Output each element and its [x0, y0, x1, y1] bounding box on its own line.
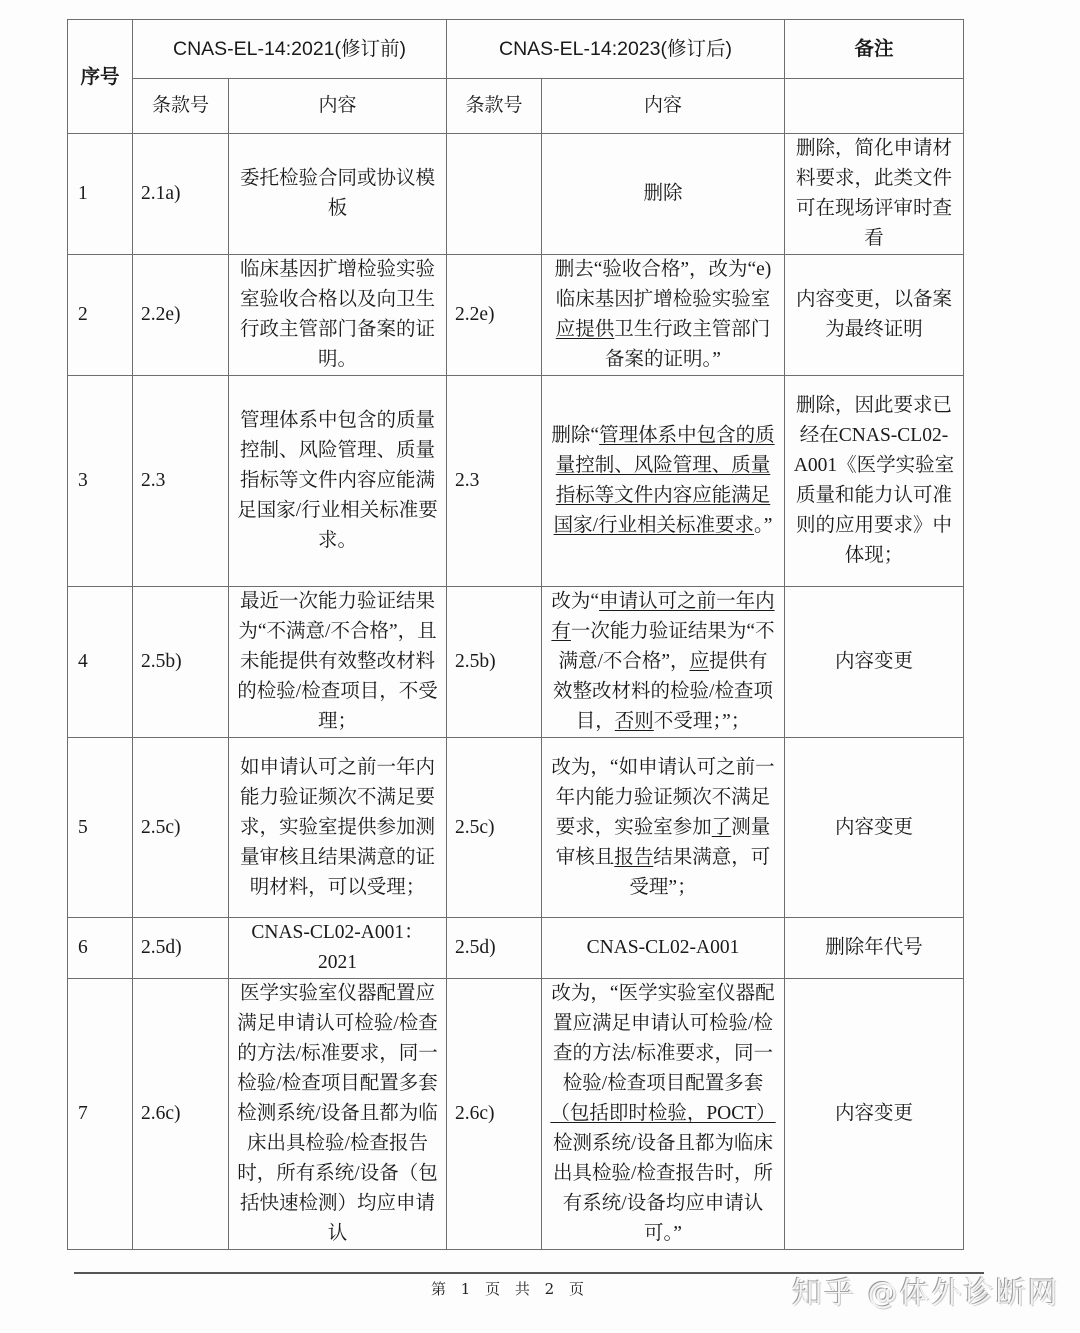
clause-after: 2.3: [447, 376, 542, 587]
underlined-revision-text: 应: [689, 651, 710, 672]
revision-text: 卫生行政主管部门备案的证明。”: [605, 319, 771, 370]
content-before: CNAS-CL02-A001：2021: [229, 918, 447, 979]
table-row: [68, 738, 964, 918]
underlined-revision-text: 应提供: [555, 319, 615, 340]
remark: 内容变更: [785, 979, 964, 1250]
content-before: 临床基因扩增检验实验室验收合格以及向卫生行政主管部门备案的证明。: [229, 255, 447, 376]
revision-text: 改为，“医学实验室仪器配置应满足申请认可检验/检查的方法/标准要求，同一检验/检查项目配置多套: [551, 983, 775, 1094]
clause-before: 2.6c): [133, 979, 229, 1250]
table-body: [68, 134, 964, 1250]
header-row-2: [68, 79, 964, 134]
content-before: 最近一次能力验证结果为“不满意/不合格”，且未能提供有效整改材料的检验/检查项目，不受理；: [229, 587, 447, 738]
page-indicator: 第 1 页 共 2 页: [431, 1280, 589, 1298]
remark: 删除，因此要求已经在CNAS-CL02-A001《医学实验室质量和能力认可准则的应用要求》中体现；: [785, 376, 964, 587]
row-seq: 2: [68, 255, 133, 376]
content-after: [542, 587, 785, 738]
row-seq: 4: [68, 587, 133, 738]
header-row-1: [68, 20, 964, 79]
clause-after: 2.5d): [447, 918, 542, 979]
row-seq: 1: [68, 134, 133, 255]
remark: 删除年代号: [785, 918, 964, 979]
clause-after: 2.5b): [447, 587, 542, 738]
clause-before: 2.5c): [133, 738, 229, 918]
content-before: 委托检验合同或协议模板: [229, 134, 447, 255]
clause-before: 2.1a): [133, 134, 229, 255]
row-seq: 7: [68, 979, 133, 1250]
header-seq: 序号: [68, 20, 133, 134]
clause-before: 2.5b): [133, 587, 229, 738]
table-row: [68, 979, 964, 1250]
content-after: [542, 979, 785, 1250]
content-before: 如申请认可之前一年内能力验证频次不满足要求，实验室提供参加测量审核且结果满意的证明材料，可以受理；: [229, 738, 447, 918]
revision-text: 不受理；”；: [653, 711, 751, 732]
header-clause-before: 条款号: [133, 79, 229, 134]
clause-after: 2.2e): [447, 255, 542, 376]
header-content-before: 内容: [229, 79, 447, 134]
revision-text: 。”: [754, 515, 773, 536]
revision-text: 改为“: [551, 591, 600, 612]
header-before-version: CNAS-EL-14:2021(修订前): [133, 20, 447, 79]
revision-text: 结果满意，可受理”；: [629, 846, 771, 898]
revision-text: 删去“验收合格”，改为“e) 临床基因扩增检验实验室: [554, 259, 772, 310]
clause-after: [447, 134, 542, 255]
header-remark-empty: [785, 79, 964, 134]
clause-after: 2.6c): [447, 979, 542, 1250]
underlined-revision-text: 了: [711, 816, 732, 838]
table-row: [68, 255, 964, 376]
revision-text: 改为，“如申请认可之前一年内能力验证频次不满足要求，实验室参加: [551, 756, 775, 838]
revision-text: 一次能力验证结果为“不满意/不合格”，: [558, 621, 775, 672]
revision-comparison-table: [67, 19, 964, 1250]
revision-text: CNAS-CL02-A001: [586, 937, 740, 958]
content-before: 医学实验室仪器配置应满足申请认可检验/检查的方法/标准要求，同一检验/检查项目配置多套检测系统/设备且都为临床出具检验/检查报告时，所有系统/设备（包括快速检测）均应申请认: [229, 979, 447, 1250]
header-after-version: CNAS-EL-14:2023(修订后): [447, 20, 785, 79]
revision-text: 提供有效整改材料的检验/检查项目，: [553, 651, 773, 732]
revision-text: 删除“: [551, 425, 600, 446]
clause-after: 2.5c): [447, 738, 542, 918]
table-row: [68, 587, 964, 738]
clause-before: 2.3: [133, 376, 229, 587]
remark: 内容变更: [785, 587, 964, 738]
header-remark: 备注: [785, 20, 964, 79]
content-before: 管理体系中包含的质量控制、风险管理、质量指标等文件内容应能满足国家/行业相关标准要求。: [229, 376, 447, 587]
revision-text: 测量审核且: [555, 816, 771, 868]
row-seq: 6: [68, 918, 133, 979]
remark: 删除，简化申请材料要求，此类文件可在现场评审时查看: [785, 134, 964, 255]
remark: 内容变更: [785, 738, 964, 918]
underlined-revision-text: 管理体系中包含的质量控制、风险管理、质量指标等文件内容应能满足国家/行业相关标准要求: [553, 425, 775, 536]
content-after: [542, 738, 785, 918]
header-content-after: 内容: [542, 79, 785, 134]
table-row: [68, 134, 964, 255]
underlined-revision-text: （包括即时检验，POCT）: [550, 1103, 776, 1124]
content-after: [542, 134, 785, 255]
row-seq: 5: [68, 738, 133, 918]
underlined-revision-text: 报告: [614, 846, 654, 868]
underlined-revision-text: 否则: [614, 711, 654, 732]
content-after: [542, 918, 785, 979]
revision-text: 删除: [643, 183, 683, 204]
table-row: [68, 376, 964, 587]
row-seq: 3: [68, 376, 133, 587]
table-row: [68, 918, 964, 979]
underlined-revision-text: 申请认可之前一年内有: [551, 591, 775, 642]
content-after: [542, 255, 785, 376]
remark: 内容变更，以备案为最终证明: [785, 255, 964, 376]
watermark: 知乎 @体外诊断网: [792, 1276, 1060, 1311]
header-clause-after: 条款号: [447, 79, 542, 134]
clause-before: 2.2e): [133, 255, 229, 376]
content-after: [542, 376, 785, 587]
revision-text: 检测系统/设备且都为临床出具检验/检查报告时，所有系统/设备均应申请认可。”: [553, 1133, 773, 1244]
clause-before: 2.5d): [133, 918, 229, 979]
